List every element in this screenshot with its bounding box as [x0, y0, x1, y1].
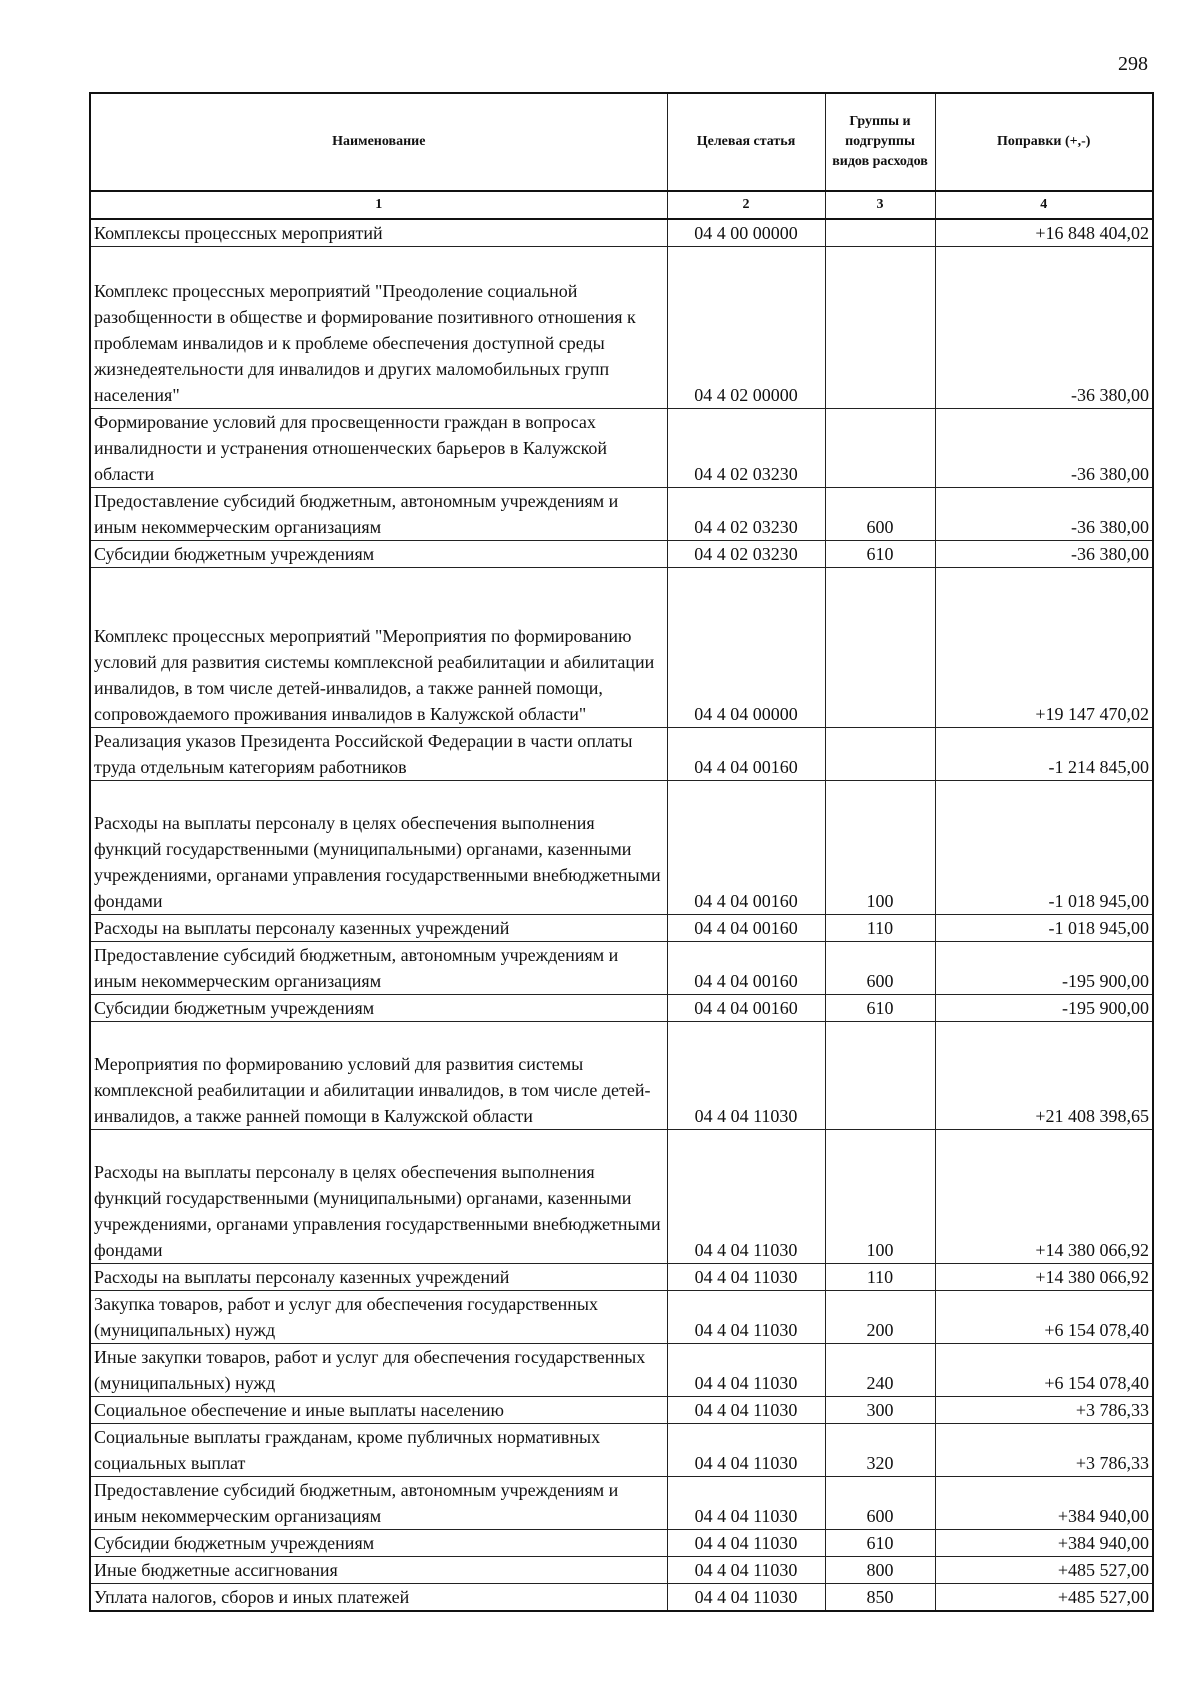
row-name: Расходы на выплаты персоналу в целях обеспечения выполнения функций государственными (муниципальными) органами, казенными учреждениями, органами управления государственными внебюджетными фондами — [90, 1130, 667, 1264]
row-amount: -36 380,00 — [935, 541, 1153, 568]
row-name: Предоставление субсидий бюджетным, автономным учреждениям и иным некоммерческим организациям — [90, 1477, 667, 1530]
row-code: 04 4 04 00160 — [667, 728, 825, 781]
row-amount: +384 940,00 — [935, 1477, 1153, 1530]
row-code: 04 4 04 00160 — [667, 942, 825, 995]
row-group: 800 — [825, 1557, 935, 1584]
row-amount: -195 900,00 — [935, 942, 1153, 995]
row-code: 04 4 04 11030 — [667, 1130, 825, 1264]
row-name: Социальные выплаты гражданам, кроме публичных нормативных социальных выплат — [90, 1424, 667, 1477]
row-name: Уплата налогов, сборов и иных платежей — [90, 1584, 667, 1612]
row-group: 300 — [825, 1397, 935, 1424]
row-code: 04 4 02 00000 — [667, 247, 825, 409]
row-amount: +16 848 404,02 — [935, 219, 1153, 247]
row-name: Субсидии бюджетным учреждениям — [90, 541, 667, 568]
row-code: 04 4 04 11030 — [667, 1530, 825, 1557]
row-group: 600 — [825, 942, 935, 995]
column-number-row — [90, 191, 1153, 219]
page-number: 298 — [1118, 53, 1148, 75]
row-name: Закупка товаров, работ и услуг для обеспечения государственных (муниципальных) нужд — [90, 1291, 667, 1344]
table-body — [90, 219, 1153, 1611]
table-row — [90, 541, 1153, 568]
row-name: Иные закупки товаров, работ и услуг для обеспечения государственных (муниципальных) нужд — [90, 1344, 667, 1397]
row-name: Мероприятия по формированию условий для развития системы комплексной реабилитации и абилитации инвалидов, в том числе детей-инвалидов, а также ранней помощи в Калужской области — [90, 1022, 667, 1130]
table-row — [90, 1344, 1153, 1397]
row-name: Субсидии бюджетным учреждениям — [90, 995, 667, 1022]
row-group: 100 — [825, 781, 935, 915]
row-amount: +3 786,33 — [935, 1397, 1153, 1424]
row-amount: +19 147 470,02 — [935, 568, 1153, 728]
column-number: 4 — [935, 191, 1153, 219]
row-group — [825, 728, 935, 781]
row-group: 610 — [825, 541, 935, 568]
row-amount: +14 380 066,92 — [935, 1264, 1153, 1291]
column-number: 3 — [825, 191, 935, 219]
header-amount: Поправки (+,-) — [935, 93, 1153, 191]
row-amount: +3 786,33 — [935, 1424, 1153, 1477]
header-group: Группы и подгруппы видов расходов — [825, 93, 935, 191]
table-row — [90, 1530, 1153, 1557]
row-code: 04 4 04 11030 — [667, 1424, 825, 1477]
row-group: 600 — [825, 1477, 935, 1530]
row-code: 04 4 04 00160 — [667, 915, 825, 942]
table-row — [90, 219, 1153, 247]
row-amount: +6 154 078,40 — [935, 1344, 1153, 1397]
table-row — [90, 1291, 1153, 1344]
table-row — [90, 1557, 1153, 1584]
header-name: Наименование — [90, 93, 667, 191]
row-amount: -36 380,00 — [935, 488, 1153, 541]
row-amount: -1 214 845,00 — [935, 728, 1153, 781]
table-row — [90, 942, 1153, 995]
table-row — [90, 1477, 1153, 1530]
table-row — [90, 1584, 1153, 1612]
row-code: 04 4 04 11030 — [667, 1291, 825, 1344]
row-amount: +14 380 066,92 — [935, 1130, 1153, 1264]
row-amount: +6 154 078,40 — [935, 1291, 1153, 1344]
table-row — [90, 1022, 1153, 1130]
row-name: Субсидии бюджетным учреждениям — [90, 1530, 667, 1557]
row-name: Предоставление субсидий бюджетным, автономным учреждениям и иным некоммерческим организациям — [90, 942, 667, 995]
row-code: 04 4 04 11030 — [667, 1344, 825, 1397]
row-group — [825, 409, 935, 488]
row-group — [825, 247, 935, 409]
table-row — [90, 1424, 1153, 1477]
table-row — [90, 568, 1153, 728]
row-group — [825, 568, 935, 728]
row-name: Комплекс процессных мероприятий "Мероприятия по формированию условий для развития системы комплексной реабилитации и абилитации инвалидов, в том числе детей-инвалидов, а также ранней помощи, сопровождаемого проживания инвалидов в Калужской области" — [90, 568, 667, 728]
column-number: 1 — [90, 191, 667, 219]
row-amount: -1 018 945,00 — [935, 781, 1153, 915]
row-code: 04 4 04 11030 — [667, 1397, 825, 1424]
table-row — [90, 409, 1153, 488]
row-code: 04 4 04 11030 — [667, 1477, 825, 1530]
row-group: 200 — [825, 1291, 935, 1344]
row-name: Расходы на выплаты персоналу казенных учреждений — [90, 915, 667, 942]
column-number: 2 — [667, 191, 825, 219]
row-amount: -36 380,00 — [935, 409, 1153, 488]
row-name: Расходы на выплаты персоналу казенных учреждений — [90, 1264, 667, 1291]
row-code: 04 4 04 11030 — [667, 1022, 825, 1130]
row-code: 04 4 02 03230 — [667, 488, 825, 541]
row-amount: +384 940,00 — [935, 1530, 1153, 1557]
row-name: Социальное обеспечение и иные выплаты населению — [90, 1397, 667, 1424]
table-row — [90, 247, 1153, 409]
row-name: Формирование условий для просвещенности граждан в вопросах инвалидности и устранения отношенческих барьеров в Калужской области — [90, 409, 667, 488]
row-code: 04 4 04 00160 — [667, 781, 825, 915]
row-group: 600 — [825, 488, 935, 541]
row-code: 04 4 04 00160 — [667, 995, 825, 1022]
row-code: 04 4 04 11030 — [667, 1557, 825, 1584]
row-amount: -1 018 945,00 — [935, 915, 1153, 942]
row-group: 100 — [825, 1130, 935, 1264]
row-code: 04 4 04 00000 — [667, 568, 825, 728]
table-row — [90, 995, 1153, 1022]
row-group: 240 — [825, 1344, 935, 1397]
row-amount: +21 408 398,65 — [935, 1022, 1153, 1130]
row-code: 04 4 00 00000 — [667, 219, 825, 247]
table-row — [90, 1264, 1153, 1291]
row-group — [825, 1022, 935, 1130]
table-header-row — [90, 93, 1153, 191]
row-name: Иные бюджетные ассигнования — [90, 1557, 667, 1584]
header-code: Целевая статья — [667, 93, 825, 191]
row-code: 04 4 04 11030 — [667, 1264, 825, 1291]
table-row — [90, 488, 1153, 541]
budget-amendments-table — [89, 92, 1154, 1612]
row-group: 110 — [825, 1264, 935, 1291]
table-row — [90, 781, 1153, 915]
table-row — [90, 1397, 1153, 1424]
row-group: 110 — [825, 915, 935, 942]
row-name: Комплексы процессных мероприятий — [90, 219, 667, 247]
row-group: 610 — [825, 1530, 935, 1557]
row-code: 04 4 04 11030 — [667, 1584, 825, 1612]
row-amount: -195 900,00 — [935, 995, 1153, 1022]
table-row — [90, 915, 1153, 942]
row-amount: +485 527,00 — [935, 1584, 1153, 1612]
row-amount: +485 527,00 — [935, 1557, 1153, 1584]
table-row — [90, 1130, 1153, 1264]
row-name: Комплекс процессных мероприятий "Преодоление социальной разобщенности в обществе и формирование позитивного отношения к проблемам инвалидов и к проблеме обеспечения доступной среды жизнедеятельности для инвалидов и других маломобильных групп населения" — [90, 247, 667, 409]
row-group: 610 — [825, 995, 935, 1022]
row-group: 320 — [825, 1424, 935, 1477]
row-group — [825, 219, 935, 247]
row-amount: -36 380,00 — [935, 247, 1153, 409]
table-row — [90, 728, 1153, 781]
row-code: 04 4 02 03230 — [667, 541, 825, 568]
row-group: 850 — [825, 1584, 935, 1612]
row-code: 04 4 02 03230 — [667, 409, 825, 488]
row-name: Реализация указов Президента Российской Федерации в части оплаты труда отдельным категориям работников — [90, 728, 667, 781]
row-name: Предоставление субсидий бюджетным, автономным учреждениям и иным некоммерческим организациям — [90, 488, 667, 541]
row-name: Расходы на выплаты персоналу в целях обеспечения выполнения функций государственными (муниципальными) органами, казенными учреждениями, органами управления государственными внебюджетными фондами — [90, 781, 667, 915]
